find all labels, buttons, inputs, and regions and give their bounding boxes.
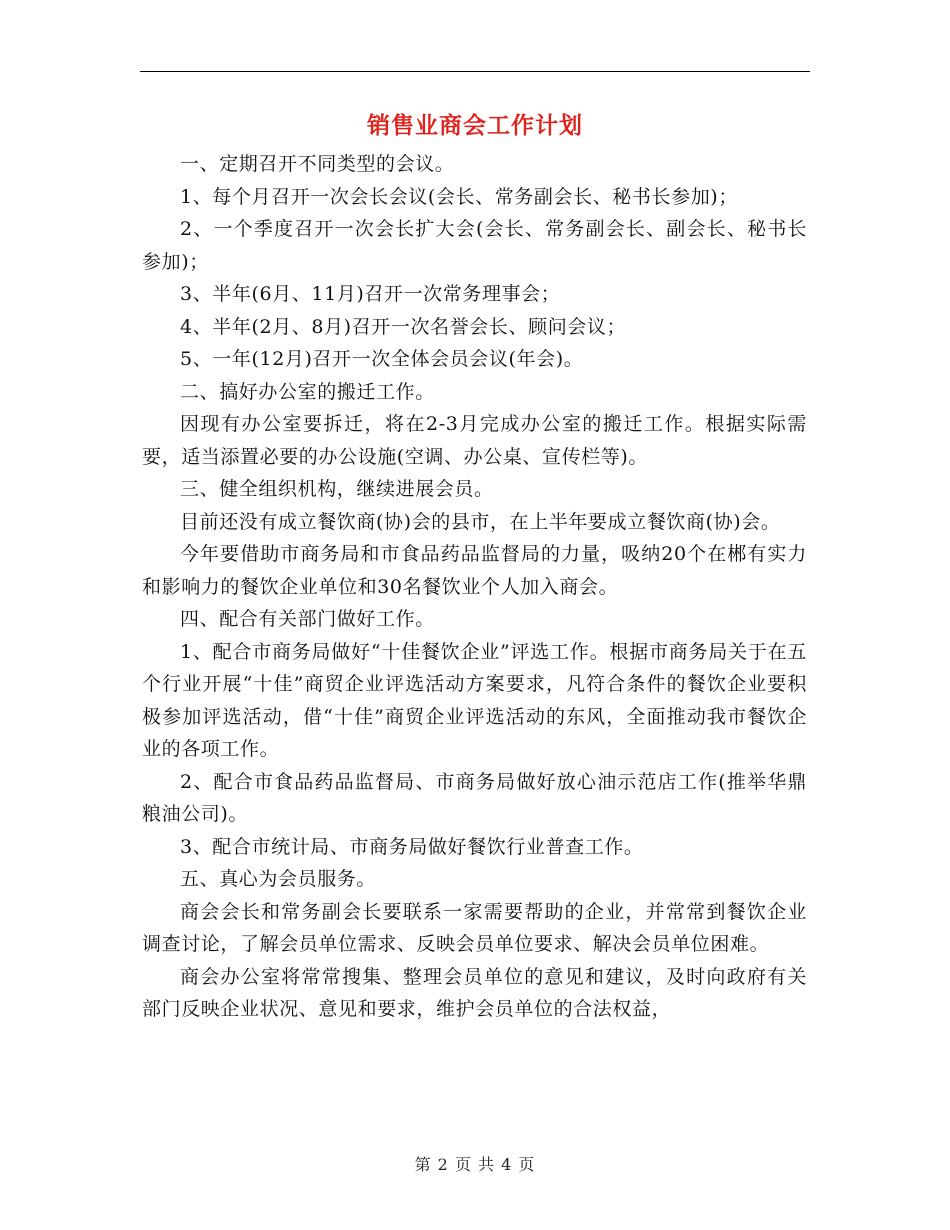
paragraph: 2、配合市食品药品监督局、市商务局做好放心油示范店工作(推举华鼎粮油公司)。	[142, 770, 807, 825]
paragraph: 3、配合市统计局、市商务局做好餐饮行业普查工作。	[180, 835, 644, 858]
paragraph: 因现有办公室要拆迁，将在2-3月完成办公室的搬迁工作。根据实际需要，适当添置必要的办公设施(空调、办公桌、宣传栏等)。	[142, 413, 807, 468]
paragraph: 4、半年(2月、8月)召开一次名誉会长、顾问会议；	[180, 315, 627, 338]
heading-1: 一、定期召开不同类型的会议。	[180, 153, 455, 175]
paragraph: 1、配合市商务局做好“十佳餐饮企业”评选工作。根据市商务局关于在五个行业开展“十佳”商贸企业评选活动方案要求，凡符合条件的餐饮企业要积极参加评选活动，借“十佳”商贸企业评选活动的东风，全面推动我市餐饮企业的各项工作。	[142, 640, 807, 760]
heading-5: 五、真心为会员服务。	[180, 868, 377, 890]
paragraph: 目前还没有成立餐饮商(协)会的县市，在上半年要成立餐饮商(协)会。	[180, 510, 781, 533]
paragraph: 1、每个月召开一次会长会议(会长、常务副会长、秘书长参加)；	[180, 185, 738, 208]
paragraph: 2、一个季度召开一次会长扩大会(会长、常务副会长、副会长、秘书长参加)；	[142, 218, 807, 273]
document-body	[142, 148, 807, 1026]
paragraph: 3、半年(6月、11月)召开一次常务理事会；	[180, 283, 561, 305]
paragraph: 商会会长和常务副会长要联系一家需要帮助的企业，并常常到餐饮企业调查讨论，了解会员单位需求、反映会员单位要求、解决会员单位困难。	[142, 900, 807, 955]
heading-3: 三、健全组织机构，继续进展会员。	[180, 478, 494, 500]
page-footer: 第 2 页 共 4 页	[414, 1155, 536, 1174]
paragraph: 5、一年(12月)召开一次全体会员会议(年会)。	[180, 348, 584, 370]
document-title: 销售业商会工作计划	[367, 112, 583, 139]
paragraph: 商会办公室将常常搜集、整理会员单位的意见和建议，及时向政府有关部门反映企业状况、意见和要求，维护会员单位的合法权益，	[142, 965, 807, 1020]
header-rule	[140, 71, 810, 72]
paragraph: 今年要借助市商务局和市食品药品监督局的力量，吸纳20个在郴有实力和影响力的餐饮企业单位和30名餐饮业个人加入商会。	[142, 543, 807, 598]
heading-4: 四、配合有关部门做好工作。	[180, 608, 435, 630]
heading-2: 二、搞好办公室的搬迁工作。	[180, 380, 435, 403]
